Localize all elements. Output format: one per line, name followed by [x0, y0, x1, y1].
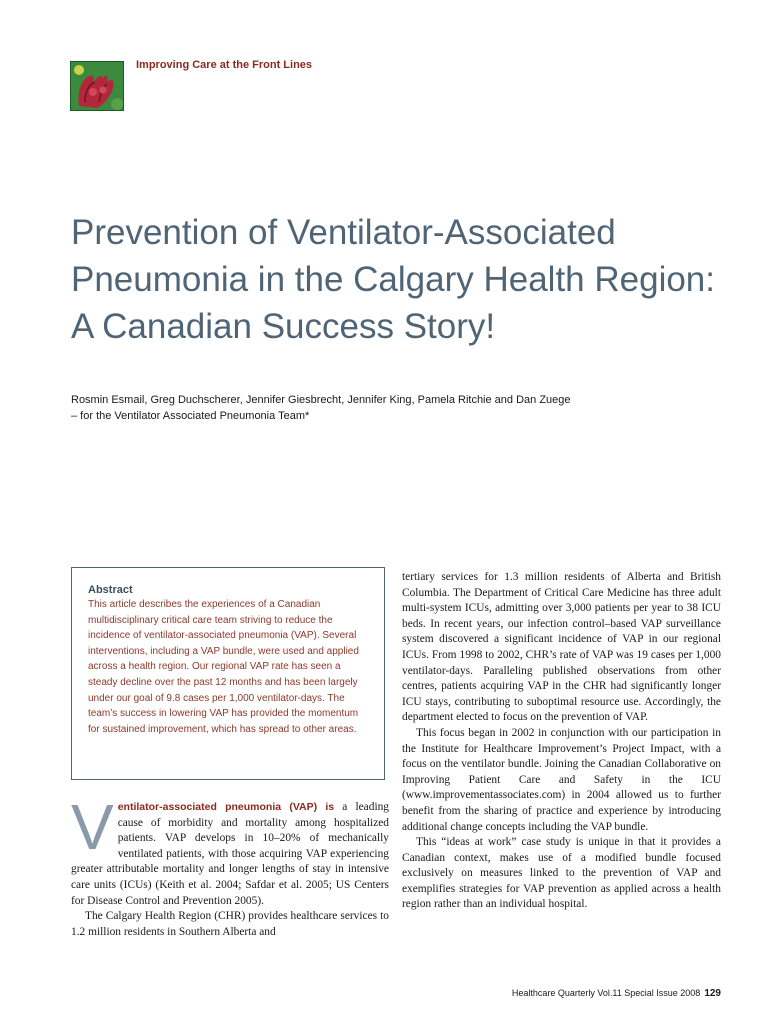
article-title: Prevention of Ventilator-Associated Pneumonia in the Calgary Health Region: A Canadian Success Story! — [71, 213, 715, 346]
body-paragraph-1 — [71, 791, 389, 909]
drop-cap: V — [71, 791, 114, 863]
journal-citation: Healthcare Quarterly Vol.11 Special Issue 2008 — [511, 988, 701, 998]
body-column-right — [402, 570, 721, 913]
body-paragraph-2-cont: tertiary services for 1.3 million residents of Alberta and British Columbia. The Department of Critical Care Medicine has three adult multi-system ICUs, admitting over 3,000 patients per year to 38 ICU beds. In recent years, our infection control–based VAP surveillance system discovered a significant incidence of VAP in our regional ICUs. From 1998 to 2002, CHR’s rate of VAP was 19 cases per 1,000 ventilator-days. Paralleling published observations from other centres, patients acquiring VAP in the CHR had significantly longer ICU stays, contributing to suboptimal resource use. Accordingly, the department elected to focus on the prevention of VAP. — [402, 571, 721, 724]
abstract-body: This article describes the experiences of a Canadian multidisciplinary critical care team striving to reduce the incidence of ventilator-associated pneumonia (VAP). Several interventions, including a VAP bundle, were used and applied across a health region. Our regional VAP rate has seen a steady decline over the past 12 months and has been largely under our goal of 9.8 cases per 1,000 ventilator-days. The team’s success in lowering VAP has provided the momentum for sustained improvement, which has spread to other areas. — [88, 599, 359, 735]
lead-in-text: entilator-associated pneumonia (VAP) is — [117, 801, 335, 813]
page-number: 129 — [704, 988, 721, 999]
body-paragraph-2-start: The Calgary Health Region (CHR) provides healthcare services to 1.2 million residents in Southern Alberta and — [71, 910, 389, 938]
page-footer — [512, 988, 721, 999]
abstract-heading: Abstract — [88, 584, 133, 596]
section-label: Improving Care at the Front Lines — [136, 59, 313, 71]
body-paragraph-4: This “ideas at work” case study is unique in that it provides a Canadian context, makes use of a modified bundle focused exclusively on measures linked to the prevention of VAP and exemplifies strategies for VAP prevention as applied across a health region rather than an individual hospital. — [402, 836, 721, 911]
abstract-box — [71, 567, 385, 780]
body-column-left — [71, 791, 389, 940]
authors-names: Rosmin Esmail, Greg Duchscherer, Jennifer Giesbrecht, Jennifer King, Pamela Ritchie and Dan Zuege — [71, 394, 571, 406]
authors-team: – for the Ventilator Associated Pneumonia Team* — [71, 410, 310, 422]
hands-logo-icon — [70, 61, 124, 111]
paragraph-1-text: a leading cause of morbidity and mortality among hospitalized patients. VAP develops in 10–20% of mechanically ventilated patients, with those acquiring VAP experiencing greater attributable mortality and longer lengths of stay in intensive care units (ICUs) (Keith et al. 2004; Safdar et al. 2005; US Centers for Disease Control and Prevention 2005). — [71, 801, 389, 907]
body-paragraph-3: This focus began in 2002 in conjunction with our participation in the Institute for Healthcare Improvement’s Project Impact, with a focus on the ventilator bundle. Joining the Canadian Collaborative on Improving Patient Care and Safety in the ICU (www.improvementassociates.com) in 2004 allowed us to further benefit from the sharing of practice and experience by introducing additional change concepts including the VAP bundle. — [402, 726, 721, 833]
authors-block — [71, 392, 711, 424]
